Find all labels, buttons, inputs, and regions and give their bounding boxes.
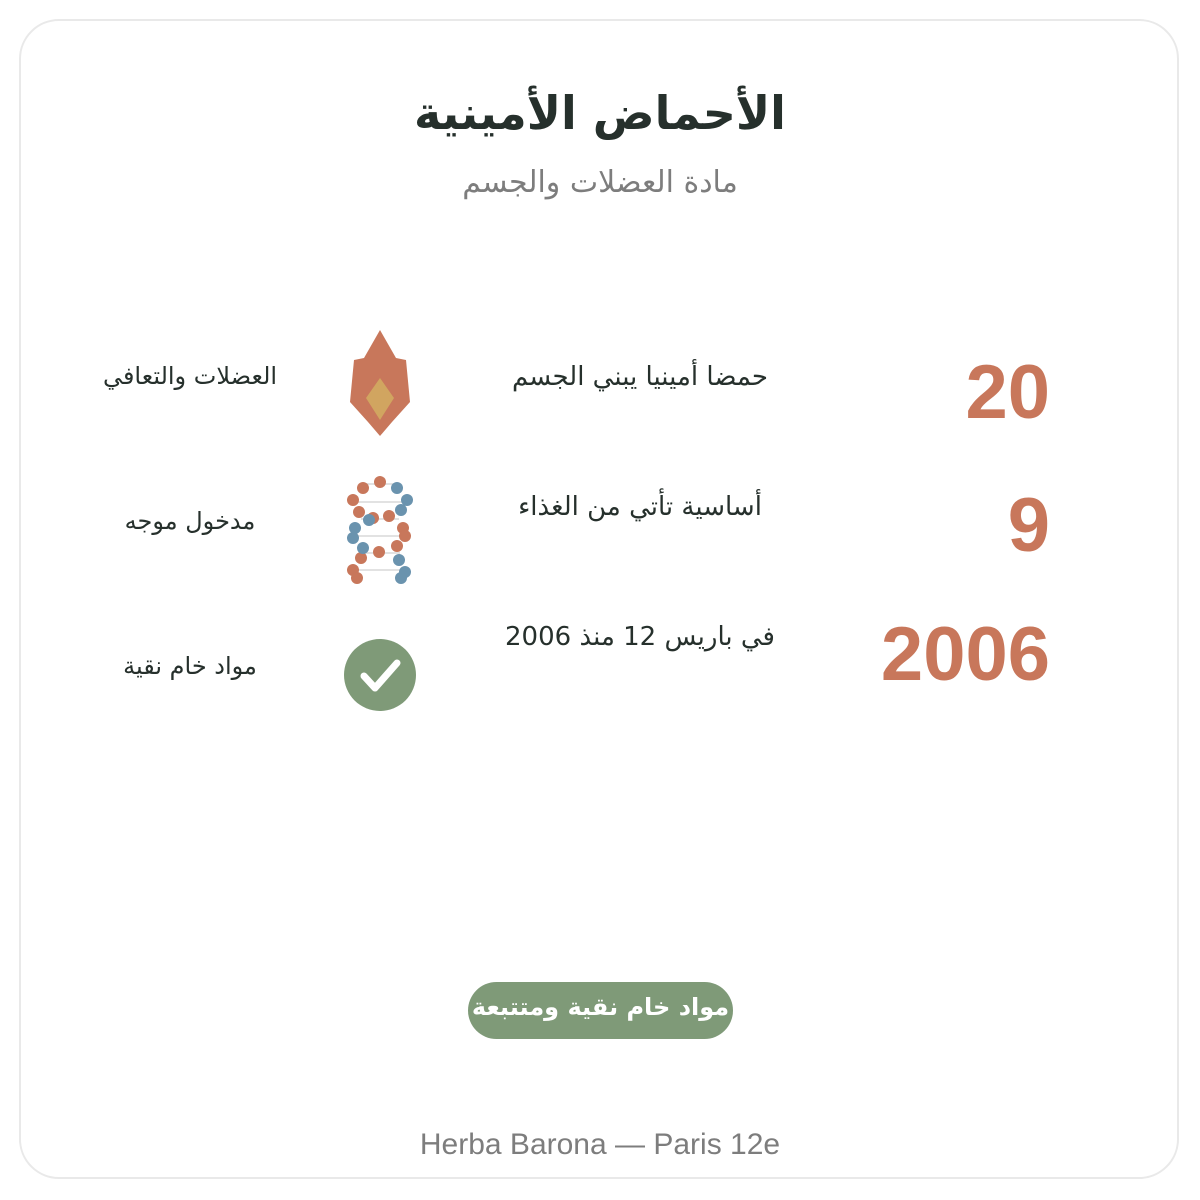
page-subtitle: مادة العضلات والجسم: [462, 165, 738, 200]
stat-description-year: في باريس 12 منذ 2006: [505, 622, 775, 652]
check-circle-icon: [344, 639, 416, 715]
stat-description-amino-acids: حمضا أمينيا يبني الجسم: [511, 362, 768, 392]
feature-label-pure-materials: مواد خام نقية: [123, 652, 257, 680]
pure-materials-badge: مواد خام نقية ومتتبعة: [468, 982, 733, 1039]
dna-icon: [343, 474, 417, 590]
footer-brand: Herba Barona — Paris 12e: [419, 1128, 781, 1161]
stat-number-year: 2006: [880, 612, 1050, 697]
feature-label-muscles: العضلات والتعافي: [102, 362, 278, 390]
stat-number-amino-acids: 20: [965, 350, 1050, 435]
feature-label-targeted-intake: مدخول موجه: [124, 507, 256, 535]
stat-number-essential: 9: [1007, 483, 1050, 568]
page-title: الأحماض الأمينية: [414, 86, 786, 140]
stat-description-essential: أساسية تأتي من الغذاء: [518, 492, 762, 522]
flame-icon: [348, 330, 412, 442]
